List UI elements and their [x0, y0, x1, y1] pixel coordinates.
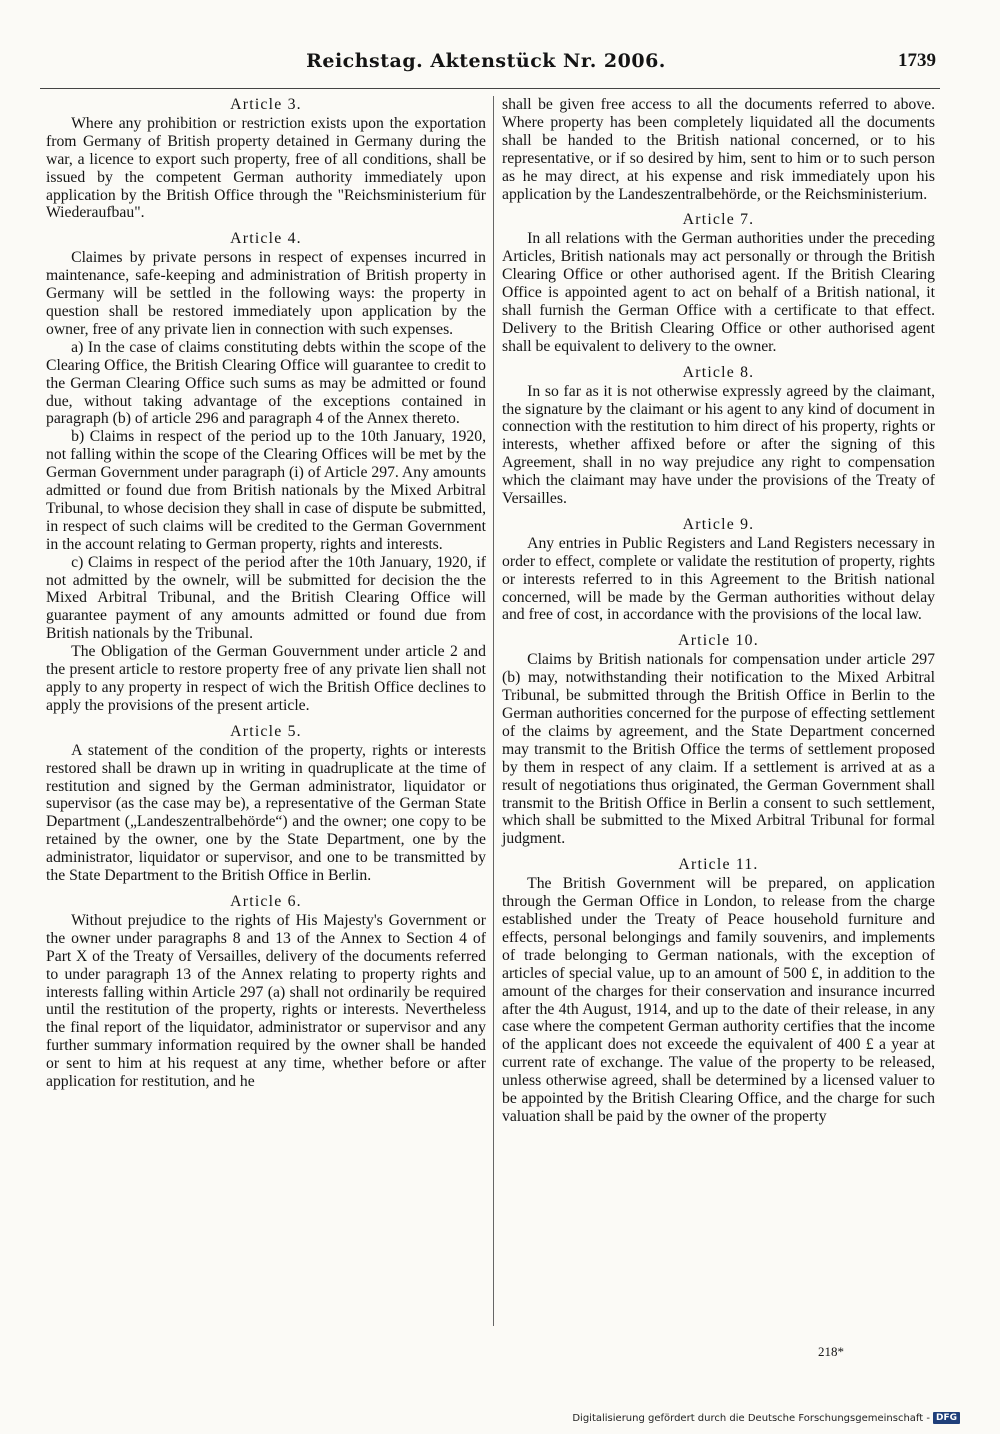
left-column — [46, 96, 486, 1099]
article-paragraph: The Obligation of the German Gouvernment under article 2 and the present article to restore property free of any private lien shall not apply to any property in respect of wich the British Office declines to apply the provisions of the present article. — [46, 643, 486, 714]
page-number: 1739 — [898, 50, 936, 71]
article-paragraph: Without prejudice to the rights of His Majesty's Government or the owner under paragraphs 8 and 13 of the Annex to Section 4 of Part X of the Treaty of Versailles, delivery of the documents referred to under paragraph 13 of the Annex relating to property rights and interests falling within Article 297 (a) shall not ordinarily be required until the restitution of the property, rights or interests. Nevertheless the final report of the liquidator, administrator or supervisor and any further summary information required by the owner shall be handed or sent to him at his request at any time, whether before or after application for restitution, and he — [46, 911, 486, 1091]
article-paragraph: Any entries in Public Registers and Land Registers necessary in order to effect, complete or validate the restitution of property, rights or interests referred to in this Agreement to the British national concerned, will be made by the German authorities without delay and free of cost, in accordance with the provisions of the local law. — [502, 534, 935, 624]
article-section — [502, 856, 935, 1126]
article-paragraph: In all relations with the German authorities under the preceding Articles, British nationals may act personally or through the British Clearing Office or other authorised agent. If the British Clearing Office is appointed agent to act on behalf of a British national, it shall furnish the German Office with a certificate to that effect. Delivery to the British Clearing Office or other authorised agent shall be equivalent to delivery to the owner. — [502, 230, 935, 355]
article-paragraph: Where any prohibition or restriction exists upon the exportation from Germany of British property detained in Germany during the war, a licence to export such property, free of all conditions, shall be issued by the competent German authority immediately upon application by the British Office through the "Reichsministerium für Wiederaufbau". — [46, 114, 486, 222]
dfg-logo: DFG — [933, 1412, 960, 1424]
article-paragraph: shall be given free access to all the documents referred to above. Where property has been completely liquidated all the documents shall be handed to the British national concerned, or to his representative, or if so desired by him, sent to him or to such person as he may direct, at his expense and risk immediately upon his application by the Landeszentralbehörde, or the Reichsministerium. — [502, 96, 935, 203]
article-heading: Article 4. — [230, 230, 302, 248]
article-section — [502, 632, 935, 848]
article-heading: Article 9. — [682, 515, 755, 533]
article-section — [46, 230, 486, 714]
right-column — [502, 96, 935, 1134]
column-divider — [493, 96, 494, 1326]
article-heading: Article 11. — [678, 856, 759, 874]
article-heading: Article 7. — [682, 211, 755, 229]
digitization-credit — [572, 1412, 960, 1424]
article-section — [46, 893, 486, 1091]
article-paragraph: a) In the case of claims constituting debts within the scope of the Clearing Office, the British Clearing Office will guarantee to credit to the German Clearing Office such sums as may be admitted or found due, without taking advantage of the exceptions contained in paragraph (b) of article 296 and paragraph 4 of the Annex thereto. — [46, 338, 486, 428]
credit-text: Digitalisierung gefördert durch die Deutsche Forschungsgemeinschaft - — [572, 1412, 930, 1424]
signature-mark: 218* — [818, 1344, 844, 1359]
article-heading: Article 3. — [230, 96, 302, 113]
article-heading: Article 5. — [230, 722, 302, 740]
article-section — [46, 723, 486, 885]
article-paragraph: Claimes by private persons in respect of expenses incurred in maintenance, safe-keeping and administration of British property in Germany will be settled in the following ways: the property in question shall be restored immediately upon application by the owner, free of any private lien in connection with such expenses. — [46, 249, 486, 338]
article-section — [502, 211, 935, 355]
article-section — [502, 516, 935, 624]
article-heading: Article 10. — [678, 632, 759, 650]
article-paragraph: The British Government will be prepared, on application through the German Office in London, to release from the charge established under the Treaty of Peace household furniture and effects, personal belongings and family souvenirs, and implements of trade belonging to German nationals, with the exception of articles of special value, up to an amount of 500 £, in addition to the amount of the charges for their conservation and insurance incurred after the 4th August, 1914, and up to the date of their release, in any case where the competent German authority certifies that the income of the applicant does not exceede the equivalent of 400 £ a year at current rate of exchange. The value of the property to be released, unless otherwise agreed, shall be determined by a licensed valuer to be appointed by the British Clearing Office, and the charge for such valuation shall be paid by the owner of the property — [502, 875, 935, 1125]
article-paragraph: b) Claims in respect of the period up to the 10th January, 1920, not falling within the scope of the Clearing Offices will be met by the German Government under paragraph (i) of Article 297. Any amounts admitted or found due from British nationals by the Mixed Arbitral Tribunal, to whose decision they shall in case of dispute be submitted, in respect of such claims will be credited to the German Government in the account relating to German property, rights and interests. — [46, 428, 486, 553]
article-section — [502, 96, 935, 203]
page-header — [36, 40, 936, 80]
article-paragraph: A statement of the condition of the property, rights or interests restored shall be drawn up in writing in quadruplicate at the time of restitution and signed by the German administrator, liquidator or supervisor (as the case may be), a representative of the German State Department („Landeszentralbehörde“) and the owner; one copy to be retained by the owner, one by the State Department, one by the administrator, liquidator or supervisor, and one to be transmitted by the State Department to the British Office in Berlin. — [46, 741, 486, 885]
article-paragraph: Claims by British nationals for compensation under article 297 (b) may, notwithstanding their notification to the Mixed Arbitral Tribunal, be submitted through the British Office in Berlin to the German authorities concerned for the purpose of effecting settlement of the claims by agreement, and the State Department concerned may transmit to the British Office the terms of settlement proposed by them in respect of any claim. If a settlement is arrived at as a result of negotiations thus originated, the German Government shall transmit to the British Office in Berlin a consent to such settlement, which shall be submitted to the Mixed Arbitral Tribunal for formal judgment. — [502, 651, 935, 848]
article-paragraph: In so far as it is not otherwise expressly agreed by the claimant, the signature by the claimant or his agent to any kind of document in connection with the restitution to him direct of his property, rights or interests, whether affixed before or after the signing of this Agreement, shall in no way prejudice any right to compensation which the claimant may have under the provisions of the Treaty of Versailles. — [502, 382, 935, 508]
article-section — [46, 96, 486, 222]
header-rule — [40, 88, 940, 89]
article-heading: Article 6. — [230, 892, 302, 910]
article-paragraph: c) Claims in respect of the period after the 10th January, 1920, if not admitted by the ownelr, will be submitted for decision the the Mixed Arbitral Tribunal, and the British Clearing Office will guarantee payment of any amounts admitted or found due from British nationals by the Tribunal. — [46, 553, 486, 643]
running-title: Reichstag. Aktenstück Nr. 2006. — [306, 50, 666, 72]
article-heading: Article 8. — [682, 363, 755, 381]
article-section — [502, 364, 935, 508]
